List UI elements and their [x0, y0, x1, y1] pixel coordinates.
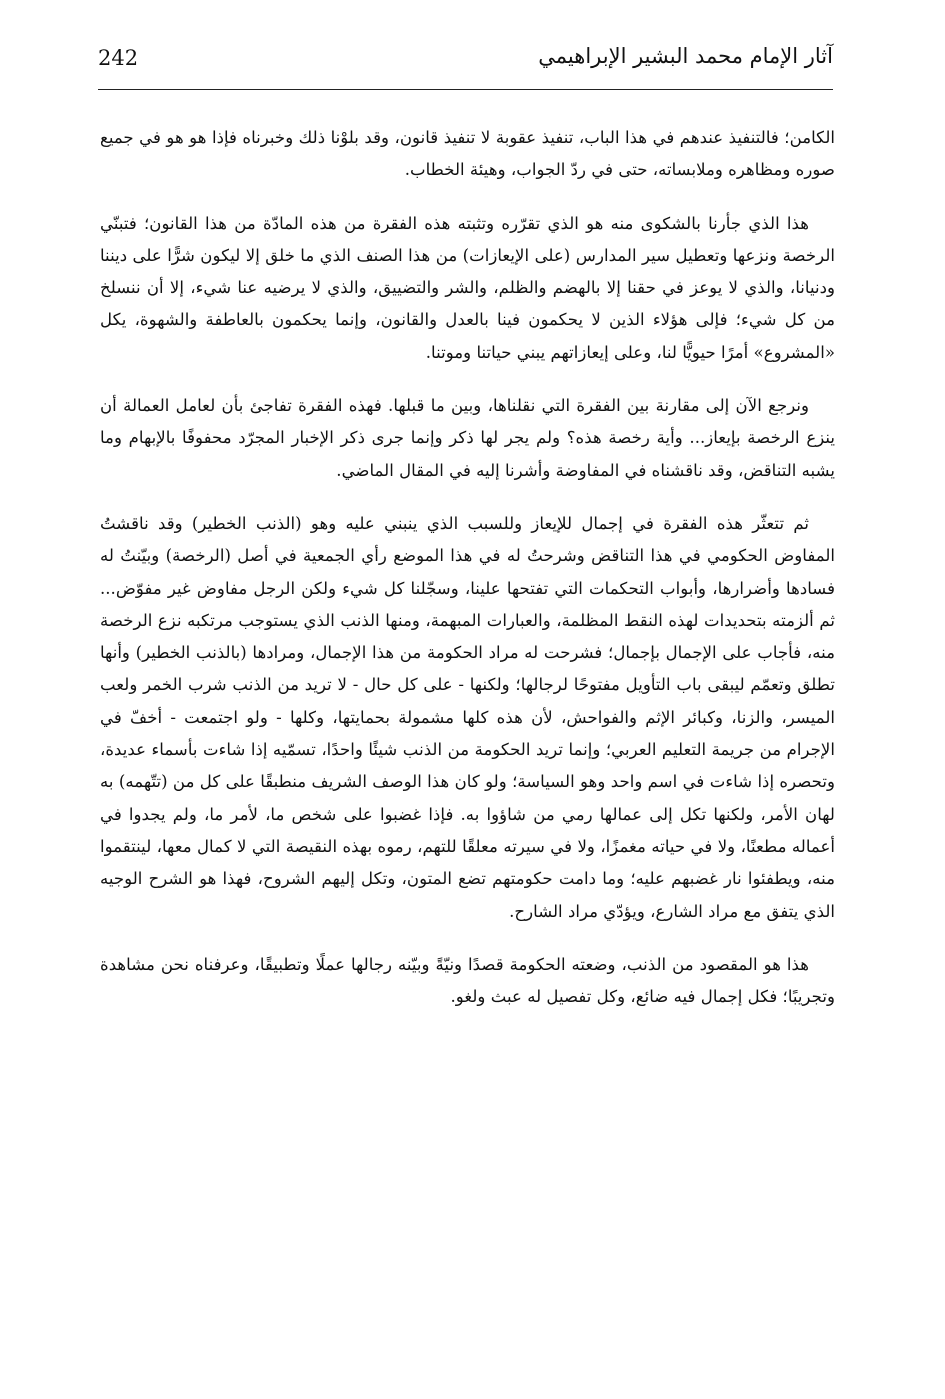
- page-header: [98, 44, 833, 86]
- paragraph-2: هذا الذي جأرنا بالشكوى منه هو الذي تقرّره وتثبته هذه الفقرة من هذه المادّة من هذا القانون؛ فتبنّي الرخصة ونزعها وتعطيل سير المدارس (على الإيعازات) من هذا الصنف الذي ما خلق إلا ليكون شرًّا على ديننا ودنيانا، والذي لا يوعز في حقنا إلا بالهضم والظلم، والشر والتضييق، والذي لا يرضيه عنا شيء، إلا أن ننسلخ من كل شيء؛ فإلى هؤلاء الذين لا يحكمون فينا بالعدل والقانون، وإنما يحكمون بالعاطفة والشهوة، يكل «المشروع» أمرًا حيويًّا لنا، وعلى إيعازاتهم يبني حياتنا وموتنا.: [100, 213, 835, 362]
- running-title: آثار الإمام محمد البشير الإبراهيمي: [538, 44, 833, 68]
- paragraph-1: الكامن؛ فالتنفيذ عندهم في هذا الباب، تنفيذ عقوبة لا تنفيذ قانون، وقد بلوْنا ذلك وخبرناه فإذا هو هو في جميع صوره ومظاهره وملابساته، حتى في ردّ الجواب، وهيئة الخطاب.: [100, 128, 835, 180]
- header-rule: [98, 89, 833, 90]
- body-text: [100, 122, 835, 1013]
- paragraph-5: هذا هو المقصود من الذنب، وضعته الحكومة قصدًا ونيّةً وبيّنه رجالها عملًا وتطبيقًا، وعرفناه نحن مشاهدة وتجريبًا؛ فكل إجمال فيه ضائع، وكل تفصيل له عبث ولغو.: [100, 954, 835, 1007]
- paragraph-4: ثم تتعثّر هذه الفقرة في إجمال للإيعاز وللسبب الذي ينبني عليه وهو (الذنب الخطير) وقد ناقشتُ المفاوض الحكومي في هذا التناقض وشرحتُ له في هذا الموضع رأي الجمعية في أصل (الرخصة) وبيّنتُ له فسادها وأضرارها، وأبواب التحكمات التي تفتحها علينا، وسجّلنا كل شيء ولكن الرجل مفاوض غير مفوّض... ثم ألزمته بتحديدات لهذه النقط المظلمة، والعبارات المبهمة، ومنها الذنب الذي يستوجب مرتكبه نزع الرخصة منه، فأجاب على الإجمال بإجمال؛ فشرحت له مراد الحكومة من هذا الإجمال، ومرادها (بالذنب الخطير) وأنها تطلق وتعمّم ليبقى باب التأويل مفتوحًا لرجالها؛ ولكنها - على كل حال - لا تريد من الذنب شرب الخمر ولعب الميسر، والزنا، وكبائر الإثم والفواحش، لأن هذه كلها مشمولة بحمايتها، وكلها - ولو اجتمعت - أخفّ في الإجرام من جريمة التعليم العربي؛ وإنما تريد الحكومة من الذنب شيئًا واحدًا، تسمّيه إذا شاءت بأسماء عديدة، وتحصره إذا شاءت في اسم واحد وهو السياسة؛ ولو كان هذا الوصف الشريف منطبقًا على كل من (تتّهمه) به لهان الأمر، ولكنها تكل إلى عمالها رمي من شاؤوا به. فإذا غضبوا على شخص ما، لأمر ما، ولم يجدوا في أعماله مطعنًا، ولا في حياته مغمزًا، ولا في سيرته معلقًا للتهم، رموه بهذه النقيصة التي لا كمال معها، لينتقموا منه، ويطفئوا نار غضبهم عليه؛ وما دامت حكومتهم تضع المتون، وتكل إليهم الشروح، فهذا هو الشرح الوجيه الذي يتفق مع مراد الشارع، ويؤدّي مراد الشارح.: [100, 513, 835, 921]
- page-number: 242: [98, 46, 139, 70]
- paragraph-3: ونرجع الآن إلى مقارنة بين الفقرة التي نقلناها، وبين ما قبلها. فهذه الفقرة تفاجئ بأن لعامل العمالة أن ينزع الرخصة بإيعاز... وأية رخصة هذه؟ ولم يجر لها ذكر وإنما جرى ذكر الإخبار المجرّد محفوفًا بالإبهام وما يشبه التناقض، وقد ناقشناه في المفاوضة وأشرنا إليه في المقال الماضي.: [100, 396, 835, 480]
